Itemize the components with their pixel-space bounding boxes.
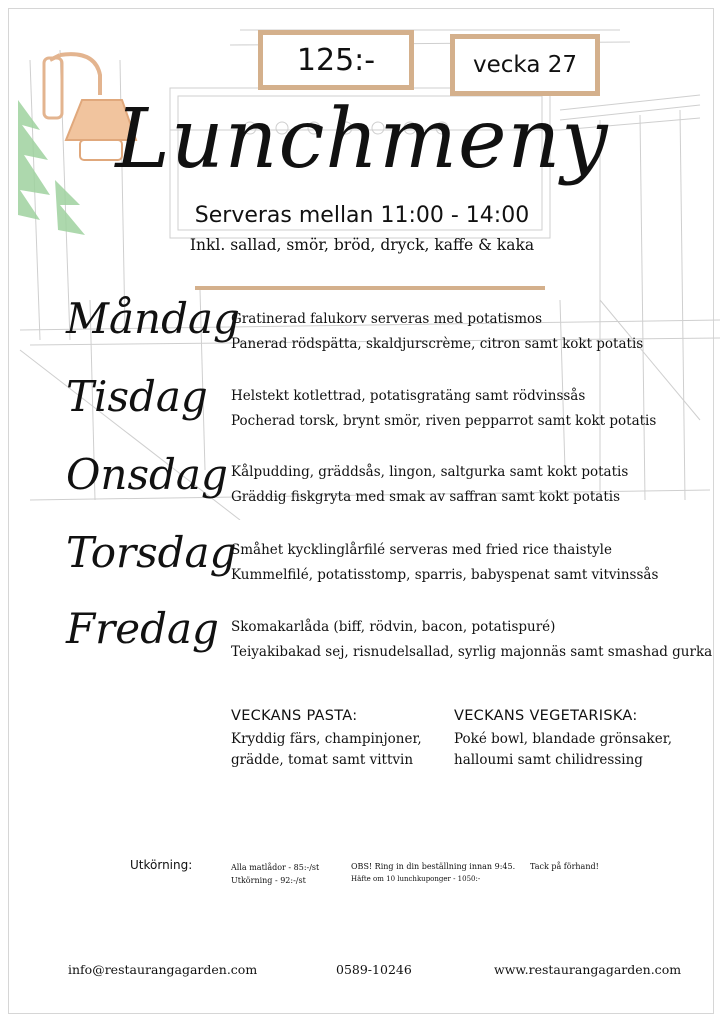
order-notice: OBS! Ring in din beställning innan 9:45.	[351, 862, 516, 871]
pasta-line-1: Kryddig färs, champinjoner,	[231, 731, 422, 747]
pasta-line-2: grädde, tomat samt vittvin	[231, 752, 414, 768]
serving-hours: Serveras mellan 11:00 - 14:00	[194, 203, 530, 228]
dish-tuesday-1: Helstekt kotlettrad, potatisgratäng samt rödvinssås	[231, 388, 586, 404]
dish-friday-1: Skomakarlåda (biff, rödvin, bacon, potatispuré)	[231, 619, 556, 635]
week-text: vecka 27	[473, 52, 577, 78]
dish-thursday-2: Kummelfilé, potatisstomp, sparris, babyspenat samt vitvinssås	[231, 567, 659, 583]
vegetarian-heading: VECKANS VEGETARISKA:	[454, 708, 638, 724]
dish-thursday-1: Småhet kycklinglårfilé serveras med fried rice thaistyle	[231, 542, 612, 558]
menu-title: Lunchmeny	[115, 92, 609, 187]
footer-website-link[interactable]: www.restaurangagarden.com	[494, 962, 682, 977]
coupon-offer: Häfte om 10 lunchkuponger - 1050:-	[351, 875, 481, 883]
dish-wednesday-1: Kålpudding, gräddsås, lingon, saltgurka samt kokt potatis	[231, 464, 629, 480]
delivery-price-boxes: Alla matlådor - 85:-/st	[231, 863, 320, 872]
footer-email-link[interactable]: info@restaurangagarden.com	[68, 962, 258, 977]
included-items: Inkl. sallad, smör, bröd, dryck, kaffe & kaka	[189, 236, 535, 254]
day-name-monday: Måndag	[66, 294, 240, 343]
week-tag	[450, 34, 600, 96]
price-tag	[258, 30, 414, 90]
footer-phone[interactable]: 0589-10246	[336, 962, 412, 977]
pasta-heading: VECKANS PASTA:	[231, 708, 358, 724]
day-name-wednesday: Onsdag	[66, 450, 228, 499]
vegetarian-line-2: halloumi samt chilidressing	[454, 752, 643, 768]
delivery-price-delivery: Utkörning - 92:-/st	[231, 876, 306, 885]
day-name-tuesday: Tisdag	[66, 372, 208, 421]
dish-wednesday-2: Gräddig fiskgryta med smak av saffran samt kokt potatis	[231, 489, 621, 505]
day-name-thursday: Torsdag	[66, 528, 237, 577]
dish-monday-1: Gratinerad falukorv serveras med potatismos	[231, 311, 543, 327]
vegetarian-line-1: Poké bowl, blandade grönsaker,	[454, 731, 672, 747]
dish-monday-2: Panerad rödspätta, skaldjurscrème, citron samt kokt potatis	[231, 336, 644, 352]
day-name-friday: Fredag	[66, 604, 219, 653]
thanks-text: Tack på förhand!	[530, 862, 599, 871]
price-text: 125:-	[296, 42, 376, 78]
dish-friday-2: Teiyakibakad sej, risnudelsallad, syrlig majonnäs samt smashad gurka	[231, 644, 713, 660]
dish-tuesday-2: Pocherad torsk, brynt smör, riven pepparrot samt kokt potatis	[231, 413, 657, 429]
delivery-label: Utkörning:	[130, 858, 193, 872]
